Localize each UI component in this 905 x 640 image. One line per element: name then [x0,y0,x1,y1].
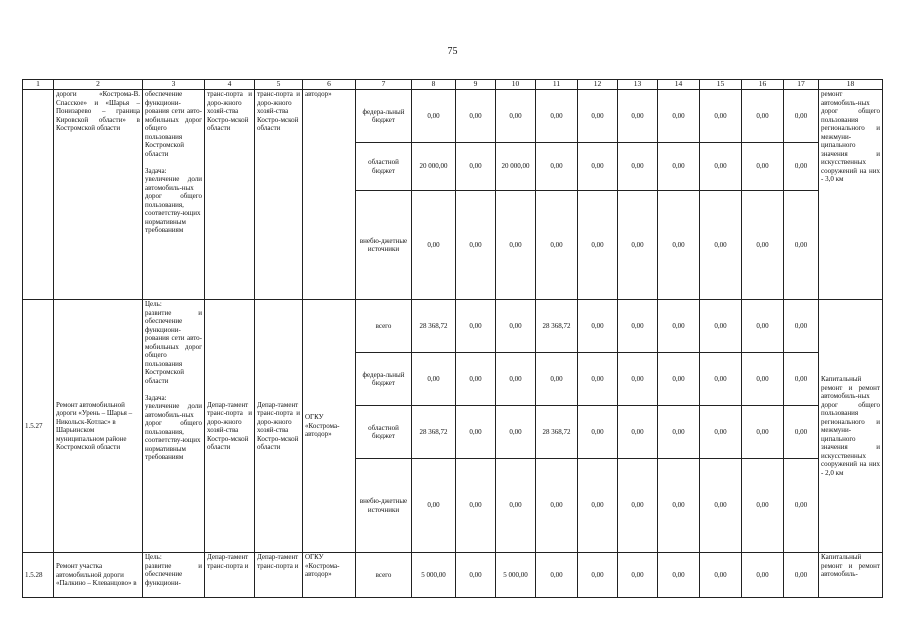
expected-result: Капитальный ремонт и ремонт автомобиль-ных дорог общего пользования регионального и межмуни-ципального значения и искусственных сооружений на них - 2,0 км [819,300,883,553]
amount-cell: 0,00 [412,459,456,553]
page-number: 75 [447,46,458,57]
column-header: 18 [819,80,883,90]
co-executor: Депар-тамент транс-порта и [255,553,303,598]
amount-cell: 0,00 [536,553,578,598]
amount-cell: 0,00 [578,143,618,191]
table-row [23,90,883,143]
amount-cell: 0,00 [700,459,742,553]
amount-cell: 0,00 [784,90,819,143]
header-row [23,80,883,90]
amount-cell: 0,00 [578,459,618,553]
funding-source: областной бюджет [356,406,412,459]
amount-cell: 0,00 [456,406,496,459]
column-header: 3 [143,80,205,90]
row-number: 1.5.27 [23,300,54,553]
amount-cell: 0,00 [784,553,819,598]
amount-cell: 0,00 [578,353,618,406]
row-number [23,90,54,300]
amount-cell: 0,00 [496,191,536,300]
amount-cell: 0,00 [742,459,784,553]
column-header: 14 [658,80,700,90]
amount-cell: 0,00 [618,406,658,459]
participant: ОГКУ «Кострома-автодор» [303,553,356,598]
amount-cell: 0,00 [578,191,618,300]
co-executor: транс-порта и доро-жного хозяй-ства Костро-мской области [255,90,303,300]
column-header: 5 [255,80,303,90]
funding-source: всего [356,553,412,598]
column-header: 17 [784,80,819,90]
amount-cell: 0,00 [496,459,536,553]
amount-cell: 0,00 [456,191,496,300]
column-header: 7 [356,80,412,90]
program-table [22,79,883,598]
funding-source: всего [356,300,412,353]
amount-cell: 0,00 [658,353,700,406]
amount-cell: 0,00 [784,459,819,553]
amount-cell: 0,00 [784,300,819,353]
funding-source: федера-льный бюджет [356,353,412,406]
column-header: 9 [456,80,496,90]
amount-cell: 0,00 [700,143,742,191]
amount-cell: 0,00 [578,553,618,598]
amount-cell: 0,00 [742,300,784,353]
column-header: 6 [303,80,356,90]
amount-cell: 0,00 [536,90,578,143]
amount-cell: 0,00 [742,143,784,191]
amount-cell: 28 368,72 [412,300,456,353]
column-header: 8 [412,80,456,90]
amount-cell: 0,00 [456,459,496,553]
responsible-executor: Депар-тамент транс-порта и доро-жного хозяй-ства Костро-мской области [205,300,255,553]
column-header: 12 [578,80,618,90]
amount-cell: 0,00 [742,90,784,143]
amount-cell: 0,00 [700,353,742,406]
amount-cell: 0,00 [700,553,742,598]
table-row [23,553,883,598]
amount-cell: 0,00 [784,143,819,191]
goal-task: Цель: развитие и обеспечение функциони- [143,553,205,598]
expected-result: Капитальный ремонт и ремонт автомобиль- [819,553,883,598]
amount-cell: 0,00 [412,90,456,143]
column-header: 13 [618,80,658,90]
funding-source: федера-льный бюджет [356,90,412,143]
amount-cell: 0,00 [456,300,496,353]
expected-result: ремонт автомобиль-ных дорог общего пользования регионального и межмуни-ципального значения и искусственных сооружений на них - 3,0 км [819,90,883,300]
amount-cell: 0,00 [700,191,742,300]
amount-cell: 0,00 [658,143,700,191]
column-header: 16 [742,80,784,90]
amount-cell: 0,00 [742,353,784,406]
participant: автодор» [303,90,356,300]
amount-cell: 0,00 [536,143,578,191]
amount-cell: 0,00 [618,459,658,553]
amount-cell: 5 000,00 [496,553,536,598]
table-row [23,300,883,353]
object-name: дороги «Кострома-В. Спасское» и «Шарья – Понизарево – граница Кировской области» в Костромской области [54,90,143,300]
column-header: 11 [536,80,578,90]
amount-cell: 0,00 [456,353,496,406]
amount-cell: 0,00 [784,353,819,406]
funding-source: внебю-джетные источники [356,459,412,553]
amount-cell: 0,00 [536,191,578,300]
amount-cell: 0,00 [618,553,658,598]
column-header: 15 [700,80,742,90]
amount-cell: 0,00 [700,406,742,459]
co-executor: Депар-тамент транс-порта и доро-жного хозяй-ства Костро-мской области [255,300,303,553]
amount-cell: 0,00 [618,143,658,191]
participant: ОГКУ «Кострома-автодор» [303,300,356,553]
amount-cell: 0,00 [496,90,536,143]
amount-cell: 0,00 [658,459,700,553]
row-number: 1.5.28 [23,553,54,598]
goal-task: Цель: развитие и обеспечение функциони-рования сети авто-мобильных дорог общего пользования Костромской области Задача: увеличение доли автомобиль-ных дорог общего пользования, соответству-ющих нормативным требованиям [143,300,205,553]
amount-cell: 0,00 [412,353,456,406]
amount-cell: 0,00 [700,300,742,353]
amount-cell: 0,00 [784,191,819,300]
amount-cell: 0,00 [536,459,578,553]
funding-source: внебю-джетные источники [356,191,412,300]
amount-cell: 0,00 [742,553,784,598]
amount-cell: 28 368,72 [412,406,456,459]
amount-cell: 0,00 [618,353,658,406]
amount-cell: 0,00 [658,191,700,300]
amount-cell: 0,00 [578,90,618,143]
funding-source: областной бюджет [356,143,412,191]
amount-cell: 0,00 [618,90,658,143]
amount-cell: 0,00 [456,90,496,143]
amount-cell: 0,00 [618,191,658,300]
amount-cell: 0,00 [658,300,700,353]
amount-cell: 0,00 [784,406,819,459]
amount-cell: 0,00 [742,406,784,459]
amount-cell: 5 000,00 [412,553,456,598]
object-name: Ремонт автомобильной дороги «Урень – Шарья – Никольск-Котлас» в Шарьинском муниципальном районе Костромской области [54,300,143,553]
column-header: 4 [205,80,255,90]
amount-cell: 0,00 [742,191,784,300]
amount-cell: 0,00 [578,300,618,353]
object-name: Ремонт участка автомобильной дороги «Палкино – Клеванцово» в [54,553,143,598]
column-header: 10 [496,80,536,90]
amount-cell: 0,00 [578,406,618,459]
amount-cell: 0,00 [658,553,700,598]
responsible-executor: Депар-тамент транс-порта и [205,553,255,598]
amount-cell: 0,00 [456,143,496,191]
amount-cell: 0,00 [700,90,742,143]
amount-cell: 0,00 [658,406,700,459]
amount-cell: 0,00 [658,90,700,143]
amount-cell: 0,00 [536,353,578,406]
responsible-executor: транс-порта и доро-жного хозяй-ства Костро-мской области [205,90,255,300]
amount-cell: 28 368,72 [536,300,578,353]
goal-task: обеспечение функциони-рования сети авто-мобильных дорог общего пользования Костромской области Задача: увеличение доли автомобиль-ных дорог общего пользования, соответству-ющих нормативным требованиям [143,90,205,300]
amount-cell: 20 000,00 [496,143,536,191]
amount-cell: 0,00 [618,300,658,353]
column-header: 1 [23,80,54,90]
amount-cell: 0,00 [496,406,536,459]
amount-cell: 28 368,72 [536,406,578,459]
amount-cell: 0,00 [496,300,536,353]
amount-cell: 0,00 [496,353,536,406]
amount-cell: 0,00 [412,191,456,300]
column-header: 2 [54,80,143,90]
amount-cell: 20 000,00 [412,143,456,191]
amount-cell: 0,00 [456,553,496,598]
